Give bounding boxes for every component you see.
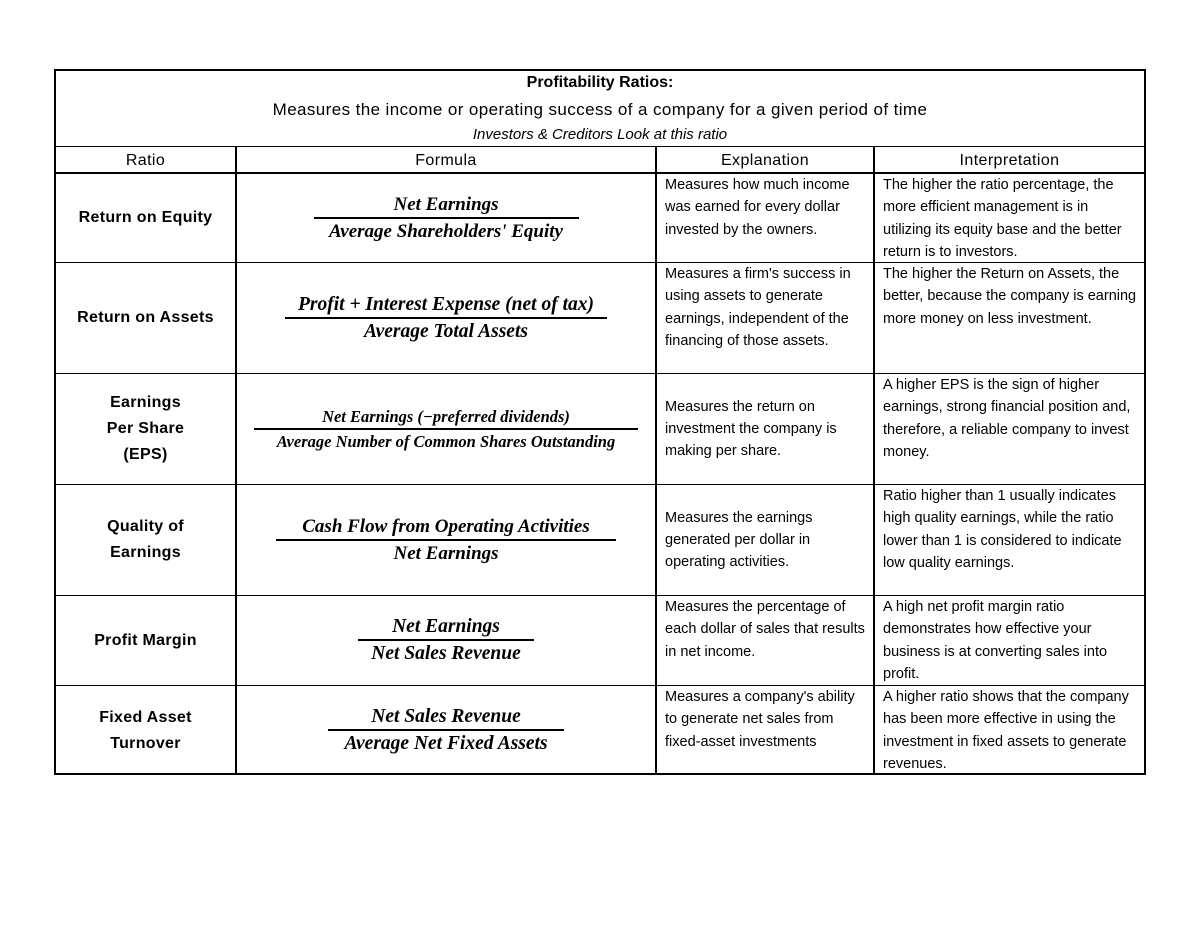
interpretation-text: The higher the Return on Assets, the better, because the company is earning more money on less investment.: [883, 266, 1137, 327]
fraction-bar: [314, 217, 579, 219]
table-subtitle: Measures the income or operating success of a company for a given period of time: [272, 100, 928, 119]
formula: [237, 485, 655, 595]
formula-numerator: Net Sales Revenue: [371, 706, 521, 727]
formula-numerator: Net Earnings: [393, 193, 499, 215]
fraction-bar: [276, 539, 616, 541]
table-header: [56, 71, 1144, 147]
explanation-cell: [657, 485, 873, 595]
explanation-text: Measures how much income was earned for every dollar invested by the owners.: [665, 177, 850, 238]
formula: [237, 374, 655, 484]
formula-denominator: Average Number of Common Shares Outstanding: [276, 431, 616, 451]
explanation-text: Measures the percentage of each dollar of sales that results in net income.: [665, 599, 865, 660]
interpretation-text: The higher the ratio percentage, the more efficient management is in utilizing its equity base and the better return is to investors.: [883, 177, 1122, 260]
interpretation-text: A higher ratio shows that the company has been more effective in using the investment in fixed assets to generate revenues.: [883, 689, 1129, 772]
ratio-name: Fixed Asset Turnover: [99, 708, 192, 752]
explanation-text: Measures the return on investment the company is making per share.: [665, 398, 837, 460]
ratio-name: Earnings Per Share (EPS): [106, 394, 185, 463]
formula: [237, 596, 655, 685]
column-header-formula: Formula: [415, 152, 477, 169]
formula-denominator: Net Sales Revenue: [371, 643, 521, 664]
column-header-ratio: Ratio: [125, 152, 166, 169]
formula-denominator: Average Shareholders' Equity: [329, 220, 563, 242]
formula-denominator: Average Total Assets: [364, 320, 528, 342]
column-header-explanation: Explanation: [720, 152, 810, 169]
table-note: Investors & Creditors Look at this ratio: [472, 126, 728, 143]
ratio-name: Quality of Earnings: [107, 518, 184, 561]
ratio-name: Profit Margin: [94, 631, 197, 649]
ratio-name: Return on Assets: [77, 309, 214, 326]
interpretation-text: A high net profit margin ratio demonstrates how effective your business is at converting sales into profit.: [883, 599, 1108, 682]
formula: [237, 686, 655, 775]
explanation-text: Measures the earnings generated per dollar in operating activities.: [665, 509, 813, 571]
explanation-text: Measures a company's ability to generate net sales from fixed-asset investments: [665, 689, 855, 750]
formula-denominator: Average Net Fixed Assets: [344, 733, 548, 754]
formula-numerator: Net Earnings: [392, 616, 500, 637]
fraction-bar: [328, 729, 564, 731]
formula: [237, 174, 655, 262]
explanation-text: Measures a firm's success in using assets to generate earnings, independent of the financing of those assets.: [665, 266, 851, 349]
formula: [237, 263, 655, 373]
explanation-cell: [657, 374, 873, 484]
profitability-ratios-table: [54, 69, 1146, 775]
fraction-bar: [358, 639, 534, 641]
column-header-interpretation: Interpretation: [959, 152, 1060, 169]
interpretation-text: Ratio higher than 1 usually indicates high quality earnings, while the ratio lower than 1 is considered to indicate low quality earnings.: [883, 488, 1122, 571]
formula-denominator: Net Earnings: [393, 542, 499, 564]
interpretation-text: A higher EPS is the sign of higher earnings, strong financial position and, therefore, a reliable company to invest money.: [883, 377, 1131, 460]
table-title: Profitability Ratios:: [526, 74, 674, 91]
formula-numerator: Profit + Interest Expense (net of tax): [297, 293, 594, 315]
fraction-bar: [285, 317, 607, 319]
fraction-bar: [254, 428, 638, 430]
formula-numerator: Cash Flow from Operating Activities: [302, 515, 590, 537]
ratio-name: Return on Equity: [78, 209, 213, 226]
formula-numerator: Net Earnings (−preferred dividends): [322, 406, 570, 426]
